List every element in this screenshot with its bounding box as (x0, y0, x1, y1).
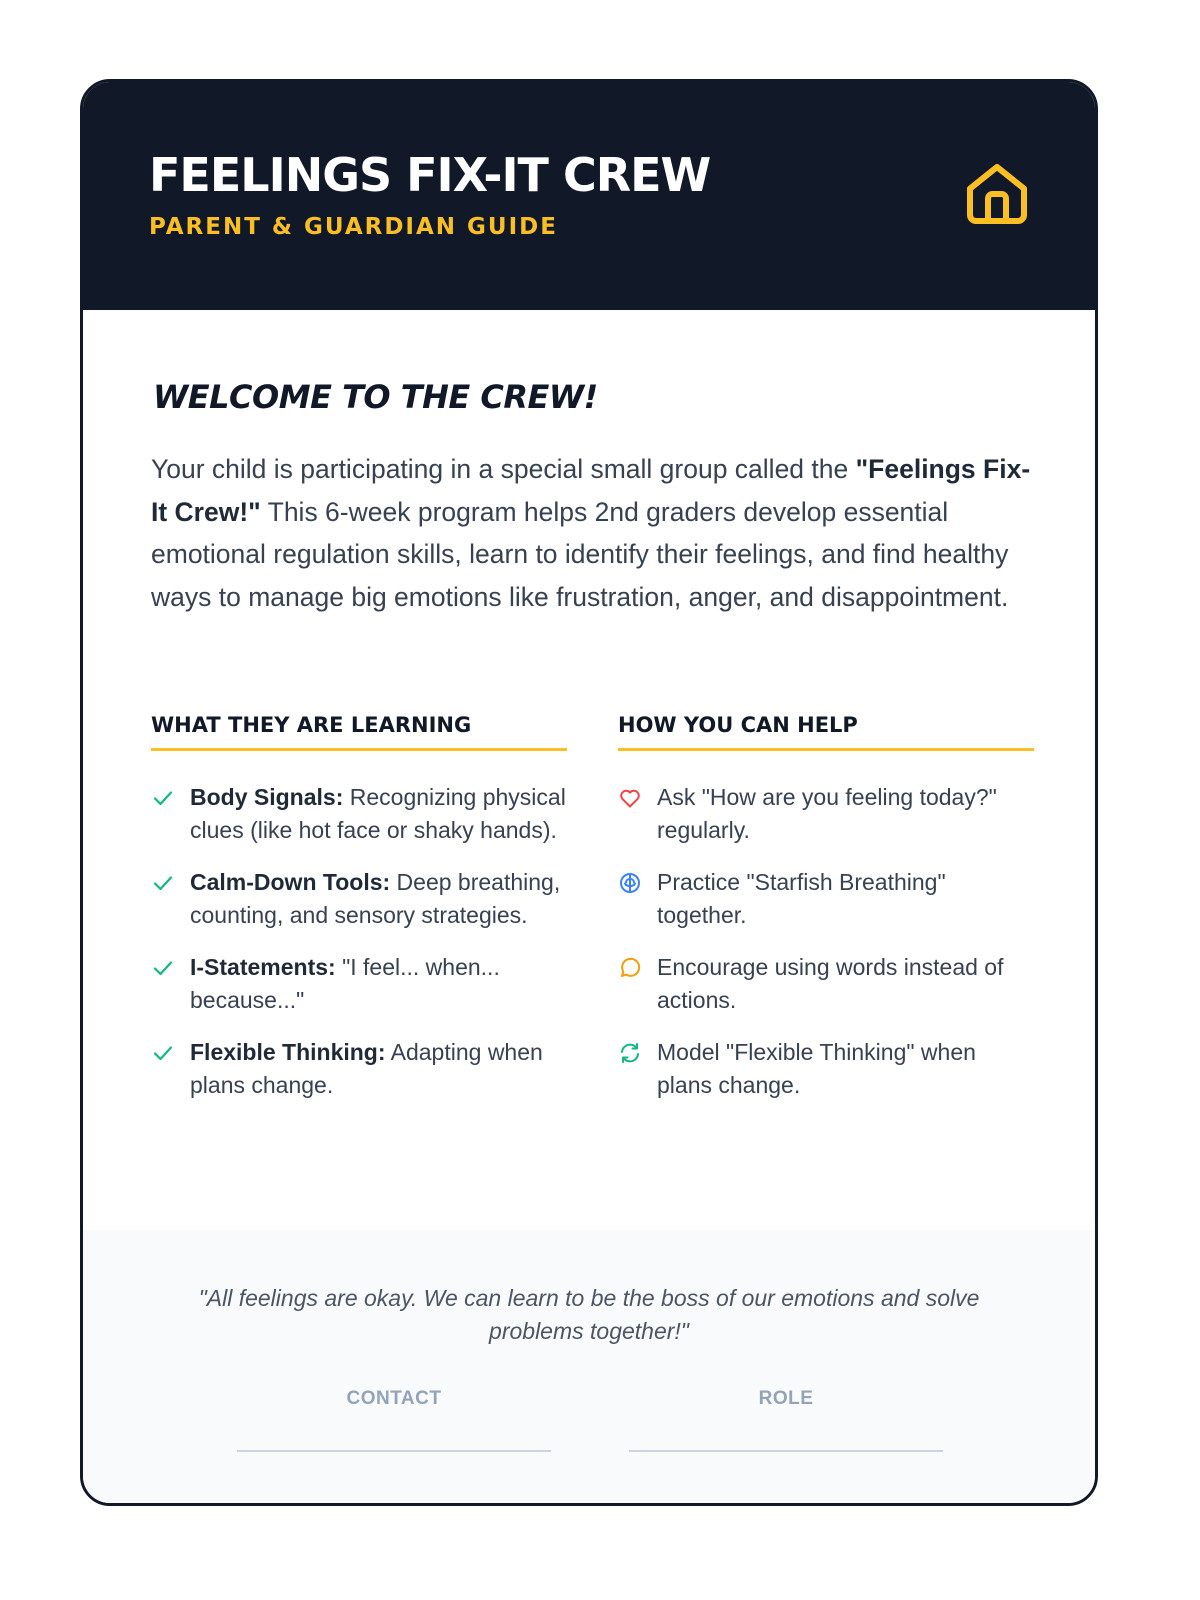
list-item (151, 951, 567, 1017)
item-text: Ask "How are you feeling today?" regularly. (657, 784, 997, 843)
check-icon (151, 786, 175, 810)
contact-line[interactable] (237, 1450, 551, 1452)
check-icon (151, 1041, 175, 1065)
intro-text-rest: This 6-week program helps 2nd graders develop essential emotional regulation skills, learn to identify their feelings, and find healthy ways to manage big emotions like frustration, anger, and disappointment. (151, 496, 1009, 612)
item-text: Deep breathing, counting, and sensory strategies. (190, 869, 561, 928)
list-item (151, 866, 567, 932)
item-text: Encourage using words instead of actions. (657, 954, 1004, 1013)
page-subtitle: PARENT & GUARDIAN GUIDE (149, 214, 558, 240)
list-item (618, 866, 1034, 932)
role-line[interactable] (629, 1450, 943, 1452)
brain-icon (618, 871, 642, 895)
learning-section (151, 712, 567, 1121)
check-icon (151, 956, 175, 980)
list-item (618, 1036, 1034, 1102)
chat-bubble-icon (618, 956, 642, 980)
contact-signature (237, 1388, 551, 1452)
learning-heading: WHAT THEY ARE LEARNING (151, 712, 567, 751)
intro-text: Your child is participating in a special small group called the (151, 454, 856, 484)
item-text: Model "Flexible Thinking" when plans change. (657, 1039, 976, 1098)
help-section (618, 712, 1034, 1121)
home-icon (961, 158, 1033, 230)
item-title: Body Signals: (190, 784, 344, 810)
heart-icon (618, 786, 642, 810)
item-title: Calm-Down Tools: (190, 869, 391, 895)
check-icon (151, 871, 175, 895)
role-label: ROLE (758, 1388, 814, 1409)
welcome-heading: WELCOME TO THE CREW! (153, 378, 598, 416)
help-heading: HOW YOU CAN HELP (618, 712, 1034, 751)
item-text: Adapting when plans change. (190, 1039, 543, 1098)
help-list (618, 781, 1034, 1102)
refresh-icon (618, 1041, 642, 1065)
item-text: "I feel... when... because..." (190, 954, 500, 1013)
list-item (151, 1036, 567, 1102)
intro-paragraph (151, 448, 1041, 618)
list-item (151, 781, 567, 847)
guide-card (80, 79, 1098, 1506)
page-title: FEELINGS FIX-IT CREW (149, 148, 711, 202)
learning-list (151, 781, 567, 1102)
list-item (618, 951, 1034, 1017)
program-name: "Feelings Fix-It Crew!" (151, 454, 1031, 527)
item-text: Recognizing physical clues (like hot face or shaky hands). (190, 784, 566, 843)
item-text: Practice "Starfish Breathing" together. (657, 869, 946, 928)
item-title: I-Statements: (190, 954, 336, 980)
role-signature (629, 1388, 943, 1452)
footer (83, 1230, 1095, 1503)
item-title: Flexible Thinking: (190, 1039, 386, 1065)
footer-quote: "All feelings are okay. We can learn to be the boss of our emotions and solve problems together!" (198, 1285, 980, 1344)
contact-label: CONTACT (346, 1388, 442, 1409)
list-item (618, 781, 1034, 847)
header (83, 82, 1095, 310)
